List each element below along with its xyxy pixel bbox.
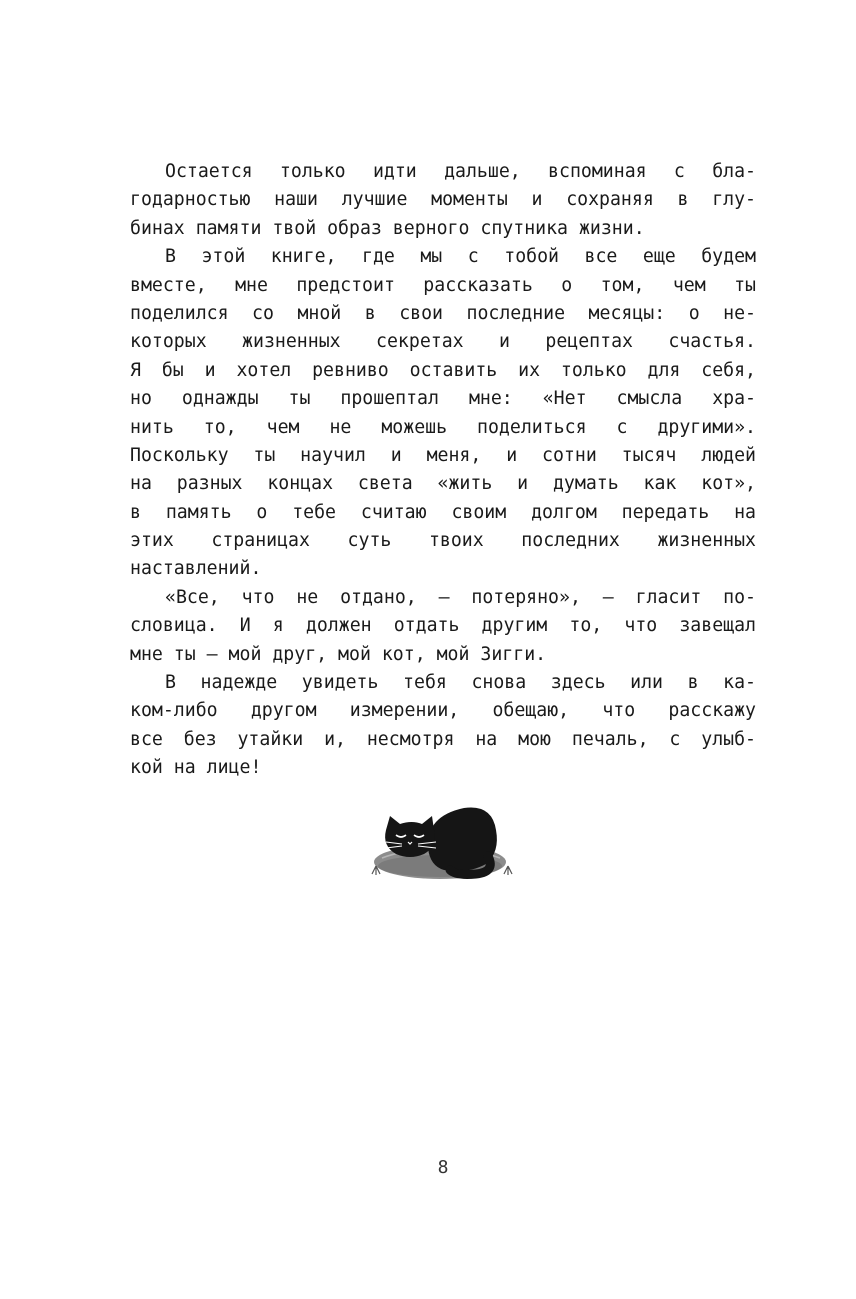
text-line: все без утайки и, несмотря на мою печаль, с улыб- — [130, 728, 756, 750]
text-line: которых жизненных секретах и рецептах счастья. — [130, 331, 756, 353]
text-line: Я бы и хотел ревниво оставить их только для себя, — [130, 359, 756, 381]
text-line: мне ты — мой друг, мой кот, мой Зигги. — [130, 643, 547, 665]
text-line: вместе, мне предстоит рассказать о том, чем ты — [130, 274, 756, 296]
text-line: поделился со мной в свои последние месяцы: о не- — [130, 302, 756, 324]
text-line: В надежде увидеть тебя снова здесь или в ка- — [165, 672, 756, 694]
text-line: словица. И я должен отдать другим то, что завещал — [130, 615, 756, 637]
text-line: Поскольку ты научил и меня, и сотни тысяч людей — [130, 444, 756, 466]
text-line: «Все, что не отдано, — потеряно», — гласит по- — [165, 586, 756, 608]
text-line: бинах памяти твой образ верного спутника жизни. — [130, 217, 645, 239]
text-line: но однажды ты прошептал мне: «Нет смысла хра- — [130, 388, 756, 410]
page-number: 8 — [437, 1157, 449, 1178]
text-line: нить то, чем не можешь поделиться с другими». — [130, 416, 756, 438]
text-line: кой на лице! — [130, 757, 262, 779]
text-line: наставлений. — [130, 558, 262, 580]
text-line: В этой книге, где мы с тобой все еще будем — [165, 246, 756, 268]
page-body — [130, 158, 756, 783]
text-line: ком-либо другом измерении, обещаю, что расскажу — [130, 700, 756, 722]
text-line: на разных концах света «жить и думать как кот», — [130, 473, 756, 495]
text-line: этих страницах суть твоих последних жизненных — [130, 530, 756, 552]
text-line: годарностью наши лучшие моменты и сохраняя в глу- — [130, 189, 756, 211]
text-line: в память о тебе считаю своим долгом передать на — [130, 501, 756, 523]
text-line: Остается только идти дальше, вспоминая с бла- — [165, 161, 756, 182]
sleeping-cat-on-cushion-icon — [368, 800, 520, 888]
